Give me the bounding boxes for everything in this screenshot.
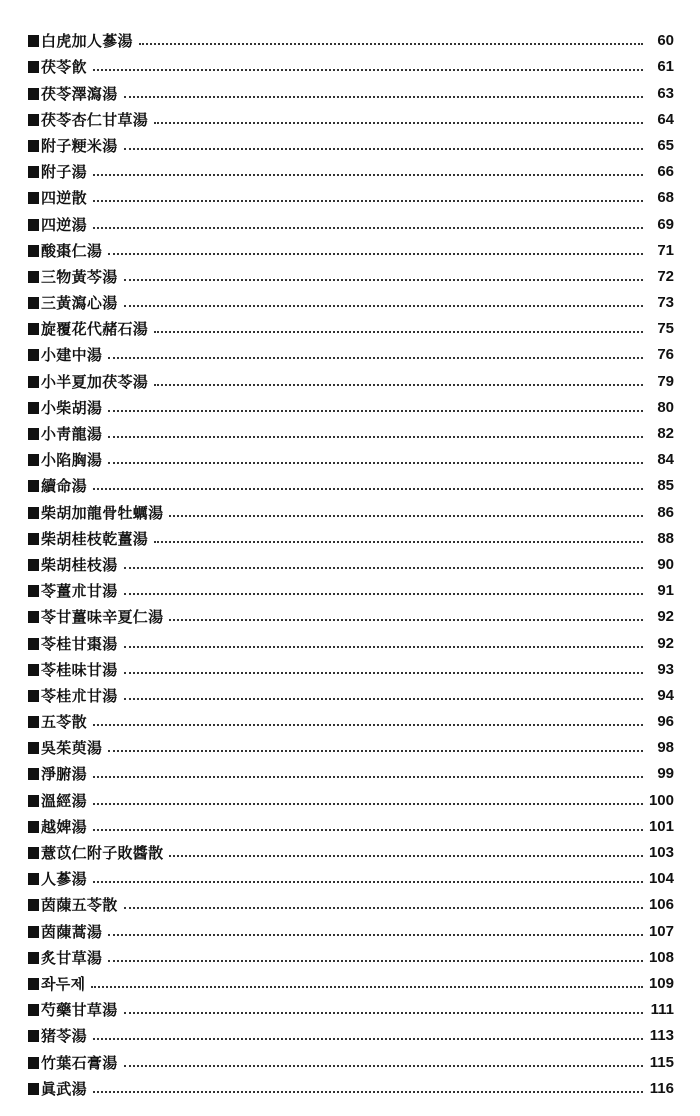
square-bullet-icon xyxy=(28,402,39,414)
toc-entry-title: 茵蔯蒿湯 xyxy=(41,922,103,941)
square-bullet-icon xyxy=(28,873,39,885)
dot-leader xyxy=(124,698,643,700)
square-bullet-icon xyxy=(28,1083,39,1095)
toc-entry-title: 茵蔯五苓散 xyxy=(41,896,118,915)
toc-entry-page-number: 60 xyxy=(657,32,674,50)
toc-entry-title: 茯苓飮 xyxy=(41,58,87,77)
toc-entry-title: 좌두제 xyxy=(41,974,86,993)
toc-entry-page-number: 116 xyxy=(649,1079,674,1097)
toc-entry xyxy=(28,469,674,495)
toc-entry-page-number: 100 xyxy=(648,791,674,809)
square-bullet-icon xyxy=(28,585,39,597)
toc-entry-page-number: 92 xyxy=(657,634,674,652)
toc-entry xyxy=(28,260,674,286)
toc-entry-page-number: 72 xyxy=(657,267,674,285)
toc-entry-title: 附子粳米湯 xyxy=(41,136,118,155)
square-bullet-icon xyxy=(28,61,39,73)
square-bullet-icon xyxy=(28,454,39,466)
toc-entry-title: 吳茱萸湯 xyxy=(41,739,103,758)
toc-entry-title: 苓桂朮甘湯 xyxy=(41,686,118,705)
toc-entry-page-number: 98 xyxy=(657,739,674,757)
toc-entry-title: 苓薑朮甘湯 xyxy=(41,582,118,601)
toc-entry-title: 附子湯 xyxy=(41,163,87,182)
toc-entry xyxy=(28,1019,674,1045)
toc-entry-title: 柴胡桂枝乾薑湯 xyxy=(41,529,149,548)
square-bullet-icon xyxy=(28,768,39,780)
toc-entry-page-number: 104 xyxy=(648,870,674,888)
toc-entry-page-number: 99 xyxy=(657,765,674,783)
dot-leader xyxy=(91,986,643,988)
toc-entry xyxy=(28,914,674,940)
square-bullet-icon xyxy=(28,88,39,100)
dot-leader xyxy=(169,855,643,857)
toc-entry-page-number: 103 xyxy=(648,844,674,861)
dot-leader xyxy=(93,829,643,831)
toc-entry-title: 苓桂味甘湯 xyxy=(41,660,118,679)
toc-entry-title: 柴胡加龍骨牡蠣湯 xyxy=(41,503,164,522)
toc-entry-page-number: 65 xyxy=(657,136,674,154)
toc-entry-title: 茯苓杏仁甘草湯 xyxy=(41,110,149,129)
toc-entry-page-number: 79 xyxy=(657,372,674,390)
toc-entry-page-number: 63 xyxy=(657,84,674,102)
square-bullet-icon xyxy=(28,428,39,440)
dot-leader xyxy=(93,1038,643,1040)
dot-leader xyxy=(124,96,643,98)
toc-entry xyxy=(28,888,674,914)
square-bullet-icon xyxy=(28,480,39,492)
toc-entry xyxy=(28,731,674,757)
dot-leader xyxy=(124,646,643,648)
square-bullet-icon xyxy=(28,1030,39,1042)
dot-leader xyxy=(124,907,643,909)
square-bullet-icon xyxy=(28,140,39,152)
toc-entry xyxy=(28,705,674,731)
toc-entry xyxy=(28,967,674,993)
toc-entry-page-number: 66 xyxy=(657,163,674,181)
dot-leader xyxy=(108,357,643,359)
dot-leader xyxy=(169,619,643,621)
square-bullet-icon xyxy=(28,507,39,519)
dot-leader xyxy=(154,541,643,543)
dot-leader xyxy=(124,279,643,281)
toc-entry-title: 小靑龍湯 xyxy=(41,425,103,443)
toc-entry-title: 續命湯 xyxy=(41,477,87,496)
toc-entry-page-number: 71 xyxy=(657,241,674,259)
toc-entry-page-number: 106 xyxy=(648,896,674,914)
toc-entry xyxy=(28,207,674,233)
dot-leader xyxy=(93,227,643,229)
square-bullet-icon xyxy=(28,611,39,623)
dot-leader xyxy=(108,934,643,936)
toc-entry xyxy=(28,548,674,574)
dot-leader xyxy=(124,1012,643,1014)
toc-entry-page-number: 68 xyxy=(657,189,674,207)
toc-entry-title: 酸棗仁湯 xyxy=(41,241,103,260)
square-bullet-icon xyxy=(28,1057,39,1069)
toc-entry xyxy=(28,679,674,705)
toc-entry-page-number: 64 xyxy=(657,110,674,128)
toc-entry-title: 柴胡桂枝湯 xyxy=(41,555,118,574)
dot-leader xyxy=(93,724,643,726)
toc-entry-title: 淨腑湯 xyxy=(41,765,87,784)
toc-entry-page-number: 75 xyxy=(657,320,674,338)
toc-entry xyxy=(28,76,674,102)
toc-entry-title: 竹葉石膏湯 xyxy=(41,1053,118,1072)
table-of-contents xyxy=(28,24,674,1098)
square-bullet-icon xyxy=(28,1004,39,1016)
toc-entry-page-number: 84 xyxy=(657,451,674,469)
dot-leader xyxy=(108,436,643,438)
toc-entry-title: 炙甘草湯 xyxy=(41,948,103,967)
toc-entry-title: 眞武湯 xyxy=(41,1079,87,1098)
dot-leader xyxy=(124,593,643,595)
dot-leader xyxy=(124,148,643,150)
toc-entry-title: 越婢湯 xyxy=(41,817,87,836)
toc-entry-title: 人蔘湯 xyxy=(41,870,87,889)
square-bullet-icon xyxy=(28,166,39,178)
toc-entry-page-number: 113 xyxy=(649,1027,674,1045)
toc-entry-title: 五苓散 xyxy=(41,713,87,732)
square-bullet-icon xyxy=(28,559,39,571)
toc-entry-title: 三物黃芩湯 xyxy=(41,267,118,286)
dot-leader xyxy=(139,43,643,45)
toc-entry xyxy=(28,862,674,888)
toc-entry xyxy=(28,495,674,521)
dot-leader xyxy=(124,1065,643,1067)
toc-entry xyxy=(28,50,674,76)
toc-entry xyxy=(28,1045,674,1071)
toc-entry-page-number: 69 xyxy=(657,215,674,233)
toc-entry-page-number: 85 xyxy=(657,477,674,495)
toc-entry xyxy=(28,783,674,809)
square-bullet-icon xyxy=(28,114,39,126)
square-bullet-icon xyxy=(28,899,39,911)
dot-leader xyxy=(108,960,643,962)
square-bullet-icon xyxy=(28,638,39,650)
toc-entry-page-number: 90 xyxy=(657,555,674,573)
square-bullet-icon xyxy=(28,192,39,204)
toc-entry-title: 猪苓湯 xyxy=(41,1027,87,1046)
toc-entry-title: 苓甘薑味辛夏仁湯 xyxy=(41,608,164,627)
toc-entry-page-number: 88 xyxy=(657,529,674,547)
dot-leader xyxy=(93,803,643,805)
square-bullet-icon xyxy=(28,245,39,257)
square-bullet-icon xyxy=(28,690,39,702)
square-bullet-icon xyxy=(28,952,39,964)
toc-entry xyxy=(28,286,674,312)
square-bullet-icon xyxy=(28,323,39,335)
toc-entry-page-number: 108 xyxy=(648,948,674,966)
dot-leader xyxy=(169,515,643,517)
square-bullet-icon xyxy=(28,821,39,833)
toc-entry xyxy=(28,574,674,600)
toc-entry xyxy=(28,24,674,50)
toc-entry-page-number: 86 xyxy=(657,503,674,521)
square-bullet-icon xyxy=(28,35,39,47)
dot-leader xyxy=(93,881,643,883)
dot-leader xyxy=(93,1091,643,1093)
toc-entry-page-number: 91 xyxy=(657,582,674,600)
toc-entry-title: 白虎加人蔘湯 xyxy=(41,32,133,51)
toc-entry xyxy=(28,103,674,129)
toc-entry-page-number: 92 xyxy=(657,608,674,626)
toc-entry-title: 旋覆花代赭石湯 xyxy=(41,320,149,339)
toc-entry-page-number: 61 xyxy=(657,58,674,76)
toc-entry xyxy=(28,312,674,338)
toc-entry xyxy=(28,522,674,548)
square-bullet-icon xyxy=(28,297,39,309)
toc-entry-title: 三黃瀉心湯 xyxy=(41,294,118,313)
toc-entry-page-number: 115 xyxy=(649,1053,674,1071)
dot-leader xyxy=(124,305,643,307)
toc-entry-title: 四逆湯 xyxy=(41,215,87,234)
toc-entry-page-number: 76 xyxy=(657,346,674,364)
dot-leader xyxy=(108,410,643,412)
toc-entry-title: 溫經湯 xyxy=(41,791,87,810)
square-bullet-icon xyxy=(28,349,39,361)
toc-entry-page-number: 107 xyxy=(648,922,674,940)
toc-entry xyxy=(28,810,674,836)
square-bullet-icon xyxy=(28,742,39,754)
toc-entry xyxy=(28,626,674,652)
toc-entry-page-number: 96 xyxy=(657,713,674,731)
square-bullet-icon xyxy=(28,978,39,990)
dot-leader xyxy=(93,488,643,490)
dot-leader xyxy=(154,384,643,386)
square-bullet-icon xyxy=(28,219,39,231)
toc-entry xyxy=(28,993,674,1019)
toc-entry xyxy=(28,338,674,364)
square-bullet-icon xyxy=(28,795,39,807)
toc-entry xyxy=(28,181,674,207)
dot-leader xyxy=(93,69,643,71)
toc-entry-title: 芍藥甘草湯 xyxy=(41,1001,118,1020)
toc-entry-page-number: 111 xyxy=(650,1001,674,1019)
dot-leader xyxy=(108,253,643,255)
dot-leader xyxy=(93,174,643,176)
toc-entry-title: 茯苓澤瀉湯 xyxy=(41,84,118,103)
toc-entry xyxy=(28,234,674,260)
square-bullet-icon xyxy=(28,271,39,283)
toc-entry xyxy=(28,391,674,417)
dot-leader xyxy=(93,200,643,202)
toc-entry xyxy=(28,941,674,967)
toc-entry xyxy=(28,653,674,679)
toc-entry-title: 小柴胡湯 xyxy=(41,398,103,417)
toc-entry-page-number: 109 xyxy=(648,974,674,992)
dot-leader xyxy=(108,462,643,464)
dot-leader xyxy=(93,776,643,778)
square-bullet-icon xyxy=(28,376,39,388)
toc-entry-title: 小建中湯 xyxy=(41,346,103,365)
dot-leader xyxy=(108,750,643,752)
toc-entry xyxy=(28,1072,674,1098)
square-bullet-icon xyxy=(28,847,39,859)
toc-entry-page-number: 93 xyxy=(657,660,674,678)
square-bullet-icon xyxy=(28,533,39,545)
dot-leader xyxy=(154,122,643,124)
toc-entry-page-number: 80 xyxy=(657,398,674,416)
square-bullet-icon xyxy=(28,664,39,676)
dot-leader xyxy=(154,331,643,333)
toc-entry-title: 薏苡仁附子敗醬散 xyxy=(41,844,164,862)
toc-entry xyxy=(28,364,674,390)
square-bullet-icon xyxy=(28,926,39,938)
toc-entry-title: 苓桂甘棗湯 xyxy=(41,634,118,653)
toc-entry-title: 四逆散 xyxy=(41,189,87,208)
toc-entry-title: 小半夏加茯苓湯 xyxy=(41,372,149,391)
toc-entry-page-number: 82 xyxy=(657,425,674,442)
dot-leader xyxy=(124,567,643,569)
toc-entry xyxy=(28,600,674,626)
toc-entry xyxy=(28,836,674,862)
toc-entry xyxy=(28,417,674,443)
toc-entry-title: 小陷胸湯 xyxy=(41,451,103,470)
dot-leader xyxy=(124,672,643,674)
toc-entry xyxy=(28,757,674,783)
toc-entry-page-number: 73 xyxy=(657,294,674,312)
toc-entry-page-number: 94 xyxy=(657,686,674,704)
toc-entry xyxy=(28,129,674,155)
toc-entry xyxy=(28,155,674,181)
square-bullet-icon xyxy=(28,716,39,728)
toc-entry xyxy=(28,443,674,469)
toc-entry-page-number: 101 xyxy=(648,817,674,835)
